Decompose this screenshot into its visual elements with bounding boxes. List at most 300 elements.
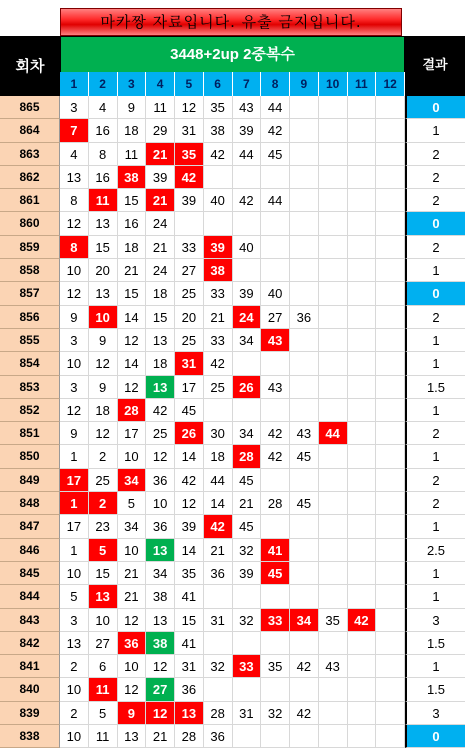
number-cell: 18 bbox=[118, 236, 147, 259]
number-cell: 42 bbox=[261, 445, 290, 468]
empty-cell bbox=[376, 236, 405, 259]
empty-cell bbox=[290, 539, 319, 562]
round-number: 851 bbox=[0, 422, 60, 445]
number-cell: 18 bbox=[89, 399, 118, 422]
round-number: 845 bbox=[0, 562, 60, 585]
result-value: 1 bbox=[405, 329, 465, 352]
table-row bbox=[0, 119, 465, 142]
result-value: 1 bbox=[405, 445, 465, 468]
number-cell-hit: 28 bbox=[118, 399, 147, 422]
number-cell: 14 bbox=[175, 539, 204, 562]
empty-cell bbox=[233, 352, 262, 375]
number-cell: 25 bbox=[175, 282, 204, 305]
empty-cell bbox=[319, 562, 348, 585]
empty-cell bbox=[261, 259, 290, 282]
empty-cell bbox=[261, 515, 290, 538]
empty-cell bbox=[319, 212, 348, 235]
number-cell: 45 bbox=[233, 515, 262, 538]
empty-cell bbox=[233, 259, 262, 282]
number-cell: 15 bbox=[146, 306, 175, 329]
empty-cell bbox=[376, 399, 405, 422]
number-cell: 10 bbox=[60, 678, 89, 701]
table-row bbox=[0, 492, 465, 515]
number-cell: 39 bbox=[175, 515, 204, 538]
number-cell: 21 bbox=[146, 725, 175, 748]
empty-cell bbox=[376, 119, 405, 142]
number-cell-hit: 33 bbox=[233, 655, 262, 678]
round-number: 843 bbox=[0, 609, 60, 632]
empty-cell bbox=[348, 445, 377, 468]
empty-cell bbox=[319, 445, 348, 468]
empty-cell bbox=[204, 166, 233, 189]
number-cell: 18 bbox=[146, 282, 175, 305]
number-cell: 10 bbox=[60, 725, 89, 748]
number-cell-hit: 13 bbox=[175, 702, 204, 725]
empty-cell bbox=[376, 259, 405, 282]
empty-cell bbox=[348, 212, 377, 235]
number-cell: 18 bbox=[118, 119, 147, 142]
empty-cell bbox=[376, 352, 405, 375]
number-cell: 13 bbox=[146, 329, 175, 352]
empty-cell bbox=[348, 492, 377, 515]
empty-cell bbox=[261, 399, 290, 422]
data-table-body bbox=[0, 96, 465, 745]
number-cell: 2 bbox=[60, 702, 89, 725]
result-column-header: 결과 bbox=[405, 36, 465, 96]
result-value: 2 bbox=[405, 469, 465, 492]
number-cell: 40 bbox=[261, 282, 290, 305]
number-cell: 6 bbox=[89, 655, 118, 678]
empty-cell bbox=[319, 492, 348, 515]
round-number: 852 bbox=[0, 399, 60, 422]
round-number: 865 bbox=[0, 96, 60, 119]
number-cell: 42 bbox=[204, 352, 233, 375]
result-value: 2 bbox=[405, 166, 465, 189]
table-row bbox=[0, 515, 465, 538]
number-cell: 2 bbox=[60, 655, 89, 678]
number-cell: 5 bbox=[89, 702, 118, 725]
number-cell: 44 bbox=[261, 96, 290, 119]
empty-cell bbox=[319, 469, 348, 492]
round-number: 838 bbox=[0, 725, 60, 748]
result-value: 2 bbox=[405, 189, 465, 212]
empty-cell bbox=[319, 352, 348, 375]
column-header-3: 3 bbox=[118, 72, 147, 96]
empty-cell bbox=[348, 236, 377, 259]
round-number: 863 bbox=[0, 143, 60, 166]
number-cell: 13 bbox=[118, 725, 147, 748]
table-row bbox=[0, 212, 465, 235]
number-cell: 13 bbox=[89, 212, 118, 235]
number-cell: 45 bbox=[290, 492, 319, 515]
result-value: 1 bbox=[405, 399, 465, 422]
number-cell: 43 bbox=[290, 422, 319, 445]
table-row bbox=[0, 259, 465, 282]
empty-cell bbox=[290, 632, 319, 655]
number-cell: 23 bbox=[89, 515, 118, 538]
column-header-1: 1 bbox=[60, 72, 89, 96]
number-cell-hit: 42 bbox=[204, 515, 233, 538]
number-cell: 25 bbox=[89, 469, 118, 492]
column-header-6: 6 bbox=[204, 72, 233, 96]
number-cell: 31 bbox=[233, 702, 262, 725]
empty-cell bbox=[204, 678, 233, 701]
empty-cell bbox=[348, 143, 377, 166]
number-cell-bonus: 13 bbox=[146, 539, 175, 562]
empty-cell bbox=[290, 259, 319, 282]
number-cell: 42 bbox=[146, 399, 175, 422]
column-header-11: 11 bbox=[348, 72, 377, 96]
result-value: 1 bbox=[405, 119, 465, 142]
round-number: 856 bbox=[0, 306, 60, 329]
round-number: 842 bbox=[0, 632, 60, 655]
empty-cell bbox=[376, 376, 405, 399]
number-cell: 36 bbox=[175, 678, 204, 701]
number-cell: 9 bbox=[60, 422, 89, 445]
empty-cell bbox=[376, 143, 405, 166]
number-cell: 12 bbox=[118, 376, 147, 399]
empty-cell bbox=[376, 655, 405, 678]
number-cell: 31 bbox=[175, 119, 204, 142]
empty-cell bbox=[376, 329, 405, 352]
number-cell: 13 bbox=[146, 609, 175, 632]
number-cell-hit: 34 bbox=[290, 609, 319, 632]
number-cell: 9 bbox=[60, 306, 89, 329]
number-cell: 28 bbox=[261, 492, 290, 515]
number-cell: 21 bbox=[118, 562, 147, 585]
empty-cell bbox=[290, 282, 319, 305]
table-row bbox=[0, 702, 465, 725]
number-cell-bonus: 27 bbox=[146, 678, 175, 701]
empty-cell bbox=[348, 282, 377, 305]
empty-cell bbox=[376, 678, 405, 701]
number-cell-hit: 1 bbox=[60, 492, 89, 515]
number-cell: 32 bbox=[261, 702, 290, 725]
empty-cell bbox=[348, 189, 377, 212]
empty-cell bbox=[376, 189, 405, 212]
empty-cell bbox=[290, 352, 319, 375]
number-cell: 12 bbox=[175, 492, 204, 515]
number-cell: 16 bbox=[89, 119, 118, 142]
number-cell-hit: 28 bbox=[233, 445, 262, 468]
number-cell: 1 bbox=[60, 539, 89, 562]
number-cell: 15 bbox=[89, 236, 118, 259]
number-cell: 12 bbox=[146, 445, 175, 468]
empty-cell bbox=[319, 236, 348, 259]
number-cell: 34 bbox=[233, 422, 262, 445]
table-row bbox=[0, 376, 465, 399]
result-value: 1 bbox=[405, 585, 465, 608]
number-cell: 17 bbox=[118, 422, 147, 445]
empty-cell bbox=[233, 166, 262, 189]
empty-cell bbox=[290, 399, 319, 422]
number-cell: 12 bbox=[118, 678, 147, 701]
round-number: 864 bbox=[0, 119, 60, 142]
number-cell: 36 bbox=[290, 306, 319, 329]
round-number: 855 bbox=[0, 329, 60, 352]
number-cell: 12 bbox=[60, 282, 89, 305]
empty-cell bbox=[376, 492, 405, 515]
round-number: 857 bbox=[0, 282, 60, 305]
number-cell-hit: 41 bbox=[261, 539, 290, 562]
column-header-12: 12 bbox=[376, 72, 405, 96]
number-cell: 10 bbox=[60, 259, 89, 282]
table-title: 3448+2up 2중복수 bbox=[60, 36, 405, 72]
number-cell: 15 bbox=[118, 282, 147, 305]
number-cell: 21 bbox=[146, 236, 175, 259]
number-cell: 44 bbox=[261, 189, 290, 212]
empty-cell bbox=[290, 376, 319, 399]
empty-cell bbox=[376, 515, 405, 538]
number-cell: 33 bbox=[204, 282, 233, 305]
number-cell: 42 bbox=[290, 702, 319, 725]
result-value: 2 bbox=[405, 306, 465, 329]
number-cell: 42 bbox=[233, 189, 262, 212]
number-cell: 3 bbox=[60, 376, 89, 399]
empty-cell bbox=[261, 632, 290, 655]
number-cell: 5 bbox=[118, 492, 147, 515]
number-cell-hit: 31 bbox=[175, 352, 204, 375]
warning-banner: 마카짱 자료입니다. 유출 금지입니다. bbox=[60, 8, 402, 36]
number-cell: 9 bbox=[89, 329, 118, 352]
number-cell: 32 bbox=[233, 609, 262, 632]
number-cell: 21 bbox=[118, 585, 147, 608]
empty-cell bbox=[348, 306, 377, 329]
empty-cell bbox=[319, 515, 348, 538]
number-cell: 45 bbox=[261, 143, 290, 166]
table-row bbox=[0, 469, 465, 492]
number-cell: 33 bbox=[175, 236, 204, 259]
empty-cell bbox=[175, 212, 204, 235]
number-cell: 28 bbox=[204, 702, 233, 725]
empty-cell bbox=[290, 469, 319, 492]
empty-cell bbox=[233, 585, 262, 608]
empty-cell bbox=[348, 469, 377, 492]
number-cell: 24 bbox=[146, 259, 175, 282]
number-cell: 43 bbox=[319, 655, 348, 678]
empty-cell bbox=[348, 399, 377, 422]
number-cell: 9 bbox=[118, 96, 147, 119]
table-row bbox=[0, 399, 465, 422]
number-cell-hit: 33 bbox=[261, 609, 290, 632]
number-cell: 12 bbox=[89, 422, 118, 445]
round-number: 862 bbox=[0, 166, 60, 189]
column-header-2: 2 bbox=[89, 72, 118, 96]
number-cell: 15 bbox=[89, 562, 118, 585]
empty-cell bbox=[319, 585, 348, 608]
number-cell: 35 bbox=[175, 562, 204, 585]
table-row bbox=[0, 725, 465, 748]
number-cell-hit: 38 bbox=[118, 166, 147, 189]
table-row bbox=[0, 306, 465, 329]
empty-cell bbox=[376, 96, 405, 119]
empty-cell bbox=[376, 702, 405, 725]
empty-cell bbox=[376, 725, 405, 748]
empty-cell bbox=[319, 702, 348, 725]
number-cell: 36 bbox=[146, 515, 175, 538]
empty-cell bbox=[348, 422, 377, 445]
result-value: 0 bbox=[405, 212, 465, 235]
number-cell: 45 bbox=[290, 445, 319, 468]
number-cell-bonus: 13 bbox=[146, 376, 175, 399]
table-row bbox=[0, 655, 465, 678]
number-cell: 8 bbox=[60, 189, 89, 212]
empty-cell bbox=[233, 678, 262, 701]
number-cell-hit: 44 bbox=[319, 422, 348, 445]
number-cell: 10 bbox=[146, 492, 175, 515]
empty-cell bbox=[348, 376, 377, 399]
number-cell: 12 bbox=[118, 609, 147, 632]
empty-cell bbox=[261, 725, 290, 748]
empty-cell bbox=[290, 166, 319, 189]
number-cell: 33 bbox=[204, 329, 233, 352]
table-row bbox=[0, 96, 465, 119]
empty-cell bbox=[348, 96, 377, 119]
number-cell: 44 bbox=[233, 143, 262, 166]
number-cell: 14 bbox=[118, 352, 147, 375]
empty-cell bbox=[319, 143, 348, 166]
number-cell: 4 bbox=[60, 143, 89, 166]
number-cell: 28 bbox=[175, 725, 204, 748]
table-row bbox=[0, 585, 465, 608]
round-number: 840 bbox=[0, 678, 60, 701]
number-cell: 16 bbox=[89, 166, 118, 189]
round-number: 850 bbox=[0, 445, 60, 468]
number-cell: 43 bbox=[233, 96, 262, 119]
empty-cell bbox=[319, 96, 348, 119]
empty-cell bbox=[261, 166, 290, 189]
number-cell: 35 bbox=[319, 609, 348, 632]
empty-cell bbox=[348, 678, 377, 701]
empty-cell bbox=[376, 422, 405, 445]
number-cell: 5 bbox=[60, 585, 89, 608]
number-cell: 27 bbox=[89, 632, 118, 655]
table-row bbox=[0, 678, 465, 701]
table-row bbox=[0, 282, 465, 305]
empty-cell bbox=[319, 306, 348, 329]
number-cell: 34 bbox=[233, 329, 262, 352]
number-cell-hit: 42 bbox=[348, 609, 377, 632]
table-row bbox=[0, 352, 465, 375]
number-cell: 40 bbox=[233, 236, 262, 259]
empty-cell bbox=[319, 725, 348, 748]
number-cell: 25 bbox=[146, 422, 175, 445]
number-cell-hit: 39 bbox=[204, 236, 233, 259]
number-cell: 15 bbox=[175, 609, 204, 632]
column-header-4: 4 bbox=[146, 72, 175, 96]
number-cell: 3 bbox=[60, 329, 89, 352]
table-row bbox=[0, 539, 465, 562]
empty-cell bbox=[261, 678, 290, 701]
empty-cell bbox=[376, 609, 405, 632]
result-value: 2 bbox=[405, 236, 465, 259]
empty-cell bbox=[319, 329, 348, 352]
column-header-8: 8 bbox=[261, 72, 290, 96]
empty-cell bbox=[261, 236, 290, 259]
number-cell: 16 bbox=[118, 212, 147, 235]
column-header-9: 9 bbox=[290, 72, 319, 96]
empty-cell bbox=[319, 376, 348, 399]
empty-cell bbox=[376, 166, 405, 189]
number-cell-hit: 36 bbox=[118, 632, 147, 655]
round-number: 848 bbox=[0, 492, 60, 515]
number-cell-hit: 38 bbox=[204, 259, 233, 282]
round-number: 841 bbox=[0, 655, 60, 678]
result-value: 1 bbox=[405, 515, 465, 538]
result-value: 1 bbox=[405, 562, 465, 585]
number-cell: 31 bbox=[204, 609, 233, 632]
empty-cell bbox=[233, 399, 262, 422]
number-cell: 35 bbox=[261, 655, 290, 678]
result-value: 1.5 bbox=[405, 376, 465, 399]
result-value: 2 bbox=[405, 422, 465, 445]
round-number: 861 bbox=[0, 189, 60, 212]
empty-cell bbox=[348, 562, 377, 585]
number-cell: 13 bbox=[89, 282, 118, 305]
empty-cell bbox=[348, 725, 377, 748]
number-cell-hit: 26 bbox=[233, 376, 262, 399]
number-cell: 18 bbox=[204, 445, 233, 468]
empty-cell bbox=[376, 445, 405, 468]
round-number: 854 bbox=[0, 352, 60, 375]
empty-cell bbox=[376, 212, 405, 235]
table-row bbox=[0, 329, 465, 352]
number-cell: 2 bbox=[89, 445, 118, 468]
empty-cell bbox=[319, 539, 348, 562]
number-cell: 35 bbox=[204, 96, 233, 119]
table-row bbox=[0, 189, 465, 212]
number-cell: 14 bbox=[118, 306, 147, 329]
number-cell: 10 bbox=[60, 352, 89, 375]
number-cell-hit: 2 bbox=[89, 492, 118, 515]
empty-cell bbox=[376, 539, 405, 562]
empty-cell bbox=[348, 655, 377, 678]
number-cell-hit: 11 bbox=[89, 678, 118, 701]
empty-cell bbox=[376, 562, 405, 585]
round-column-header: 회차 bbox=[0, 36, 60, 96]
round-number: 844 bbox=[0, 585, 60, 608]
column-header-10: 10 bbox=[319, 72, 348, 96]
number-cell: 15 bbox=[118, 189, 147, 212]
number-cell: 12 bbox=[118, 329, 147, 352]
number-cell: 21 bbox=[233, 492, 262, 515]
number-cell: 43 bbox=[261, 376, 290, 399]
number-cell: 40 bbox=[204, 189, 233, 212]
number-cell: 11 bbox=[89, 725, 118, 748]
empty-cell bbox=[348, 515, 377, 538]
empty-cell bbox=[290, 212, 319, 235]
number-cell: 41 bbox=[175, 632, 204, 655]
number-column-headers bbox=[60, 72, 405, 96]
number-cell: 30 bbox=[204, 422, 233, 445]
empty-cell bbox=[376, 585, 405, 608]
empty-cell bbox=[290, 119, 319, 142]
table-row bbox=[0, 143, 465, 166]
number-cell: 10 bbox=[118, 539, 147, 562]
number-cell-hit: 7 bbox=[60, 119, 89, 142]
number-cell-hit: 9 bbox=[118, 702, 147, 725]
number-cell: 12 bbox=[60, 212, 89, 235]
result-value: 2.5 bbox=[405, 539, 465, 562]
number-cell: 31 bbox=[175, 655, 204, 678]
empty-cell bbox=[261, 352, 290, 375]
number-cell-hit: 13 bbox=[89, 585, 118, 608]
number-cell: 42 bbox=[261, 119, 290, 142]
number-cell: 13 bbox=[60, 166, 89, 189]
empty-cell bbox=[290, 585, 319, 608]
empty-cell bbox=[204, 212, 233, 235]
empty-cell bbox=[348, 585, 377, 608]
